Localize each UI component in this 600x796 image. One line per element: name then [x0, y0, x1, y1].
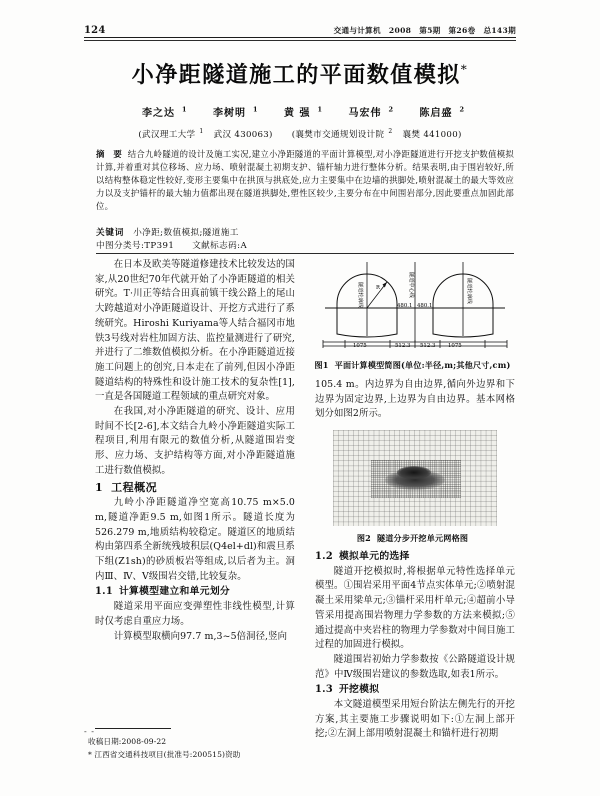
paragraph: 本文隧道模型采用短台阶法左侧先行的开挖方案,其主要施工步骤说明如下:①左洞上部开挖;②左洞上部用喷射混凝土和锚杆进行初期 [315, 699, 515, 740]
affiliation-list [0, 128, 600, 140]
dim-b: 512.3 [420, 343, 436, 349]
paragraph: 105.4 m。内边界为自由边界,循向外边界和下边界为固定边界,上边界为自由边界。基本网格划分如图2所示。 [315, 379, 515, 420]
journal-volume: 第26卷 [448, 26, 476, 35]
journal-year: 2008 [388, 26, 412, 35]
keywords-text: 小净距;数值模拟;隧道施工 [133, 228, 239, 238]
section-title: 计算模型建立和单元划分 [118, 586, 231, 598]
title-footnote-mark: * [460, 62, 469, 77]
figure-1-caption-text: 平面计算模型简图(单位:半径,m;其他尺寸,cm) [334, 360, 511, 370]
affiliation-place: 襄樊 441000) [402, 130, 462, 140]
received-label: 收稿日期: [88, 737, 122, 746]
radius-label: R [376, 285, 380, 291]
running-head [84, 18, 516, 36]
doccode-value: A [240, 241, 248, 251]
section-heading-1-3 [315, 683, 515, 698]
paragraph: 隧道采用平面应变弹塑性非线性模型,计算时仅考虑自重应力场。 [95, 601, 295, 627]
footnote-block [88, 736, 303, 761]
clc-code: TP391 [144, 241, 175, 251]
received-date: 2008-09-22 [121, 737, 167, 746]
tunnel-core-shading [397, 466, 431, 479]
paragraph: 九岭小净距隧道净空宽高10.75 m×5.0 m,隧道净距9.5 m,如图1所示。隧道长度为526.279 m,地质结构较稳定。隧道区的地质结构由第四系全新统残坡积层(Q4el+dl)和震旦系下组(Z1sh)的砂质板岩等组成,以后者为主。洞内Ⅲ、Ⅳ、Ⅴ级围岩交错,比较复杂。 [95, 497, 295, 582]
paragraph: 隧道围岩初始力学参数按《公路隧道设计规范》中Ⅳ级围岩建议的参数选取,如表1所示。 [315, 653, 515, 680]
header-rule-thick [84, 37, 516, 38]
dim-a: 512.3 [395, 343, 411, 349]
centre-line-label: 隧道中心线 [408, 272, 414, 298]
affiliation-place: 武汉 430063) [213, 130, 273, 140]
author-affil-mark: 2 [388, 105, 395, 114]
section-title: 模拟单元的选择 [338, 551, 410, 562]
dim-left-of-centre: 480.1 [397, 303, 413, 309]
figure-2-caption [305, 533, 520, 544]
affiliation [134, 130, 276, 140]
keywords-block [96, 226, 514, 238]
author [341, 105, 395, 119]
dim-right-of-centre: 480.1 [417, 303, 433, 309]
author [135, 105, 188, 119]
paragraph: 隧道开挖模拟时,将根据单元特性选择单元模型。①围岩采用平面4节点实体单元;②喷射混凝土采用梁单元;③锚杆采用杆单元;④超前小导管采用提高围岩物理力学参数的方法来模拟;⑤通过提高中夹岩柱的物理力学参数对中间目施工过程的加固进行模拟。 [315, 565, 515, 651]
right-tunnel-label: 隧道轮廓线 [466, 278, 472, 304]
journal-serial: 总143期 [483, 26, 516, 35]
figure-1-drawing [315, 256, 515, 356]
journal-name: 交通与计算机 [333, 26, 381, 35]
abstract-rule [96, 253, 514, 254]
received-date-line [88, 736, 303, 749]
fund-line: * 江西省交通科技项目(批准号:200515)资助 [88, 749, 241, 759]
author-affil-mark: 2 [459, 105, 466, 114]
classification-block [96, 239, 514, 251]
abstract-label: 摘 要 [96, 149, 125, 159]
author [413, 105, 466, 119]
article-title-text: 小净距隧道施工的平面数值模拟 [131, 62, 461, 88]
page-number: 124 [84, 25, 106, 36]
affiliation-mark: 1 [199, 128, 204, 136]
doccode-group [192, 241, 247, 251]
author-name: 李之达 [141, 108, 175, 119]
section-heading-1-1 [95, 585, 295, 600]
keywords-label: 关键词 [96, 228, 125, 238]
author-list [0, 104, 600, 119]
author-name: 黄 强 [283, 108, 311, 119]
header-rule-thin [84, 40, 516, 41]
section-title: 开挖模拟 [338, 684, 380, 696]
figure-1-number: 图1 [314, 360, 329, 370]
section-number: 1 [95, 480, 104, 494]
paragraph: 在我国,对小净距隧道的研究、设计、应用时间不长[2-6],本文结合九岭小净距隧道实际工程项目,利用有限元的数值分析,从隧道围岩变形、应力场、支护结构等方面,对小净距隧道施工进行数值模拟。 [95, 406, 295, 476]
figure-2-caption-text: 隧道分步开挖单元网格图 [376, 533, 469, 543]
author-name: 李树明 [212, 108, 246, 119]
section-title: 工程概况 [111, 480, 158, 494]
journal-info [329, 25, 516, 36]
dim-inner-left: 1075 [353, 343, 367, 349]
right-column-bottom [315, 549, 515, 742]
affiliation-mark: 2 [388, 128, 393, 136]
section-heading-1-2 [315, 550, 515, 565]
tunnel-model-svg [315, 256, 515, 356]
section-number: 1.2 [315, 551, 333, 562]
abstract-text: 结合九岭隧道的设计及施工实况,建立小净距隧道的平面计算模型,对小净距隧道进行开挖支护数值模拟计算,并着重对其位移场、应力场、喷射混凝土初期支护、锚杆轴力进行整体分析。结果表明,由于围岩较好,所以结构整体稳定性较好,变形主要集中在拱顶与拱底处,应力主要集中在边墙的拱脚处,喷射混凝土的最大等效应力以及支护锚杆的最大轴力值都出现在隧道拱脚处,塑性区较少,主要分布在中间围岩部分,因此要重点加固此部位。 [96, 149, 514, 212]
left-column [95, 258, 295, 644]
author-affil-mark: 1 [252, 105, 259, 114]
footnote-dashes: - - [84, 727, 95, 736]
section-number: 1.3 [315, 684, 333, 696]
figure-2-number: 图2 [356, 533, 371, 543]
author-name: 马宏伟 [348, 108, 382, 119]
abstract-block [96, 148, 514, 213]
section-number: 1.1 [95, 586, 113, 598]
paragraph: 在日本及欧美等隧道修建技术比较发达的国家,从20世纪70年代就开始了小净距隧道的相关研究。T·川正等结合田真前镇干线公路上的尾山大跨越道对小净距隧道设计、开挖方式进行了系统研究。Hiroshi Kuriyama等人结合福冈市地铁3号线对岩柱加固方法、监控量测进行了研究,并进行了二维数值模拟分析。在小净距隧道近接施工问题上的创究,日本走在了前列,但因小净距隧道结构的特殊性和设计施工技术的复杂性[1],一直是各国隧道工程领域的重点研究对象。 [95, 259, 295, 403]
doccode-label: 文献标志码: [192, 241, 241, 251]
footnote-rule [95, 728, 171, 729]
figure-2-mesh-image [333, 430, 497, 526]
author [277, 105, 323, 119]
author-affil-mark: 1 [181, 105, 188, 114]
journal-issue: 第5期 [419, 26, 441, 35]
figure-1-caption [305, 360, 520, 371]
clc-label: 中图分类号: [96, 241, 145, 251]
affiliation-org: (武汉理工大学 [138, 130, 196, 140]
left-tunnel-label: 隧道轮廓线 [357, 282, 363, 308]
affiliation [288, 130, 466, 140]
dim-inner-right: 1075 [448, 343, 462, 349]
clc-group [96, 241, 174, 251]
paragraph: 计算模型取横向97.7 m,3~5倍洞径,竖向 [113, 630, 288, 642]
section-heading-1 [95, 481, 295, 496]
affiliation-org: (襄樊市交通规划设计院 [291, 130, 385, 140]
author [206, 105, 259, 119]
author-affil-mark: 1 [317, 105, 323, 114]
article-title [0, 58, 600, 89]
author-name: 陈启盛 [419, 108, 453, 119]
right-column-top [315, 378, 515, 426]
